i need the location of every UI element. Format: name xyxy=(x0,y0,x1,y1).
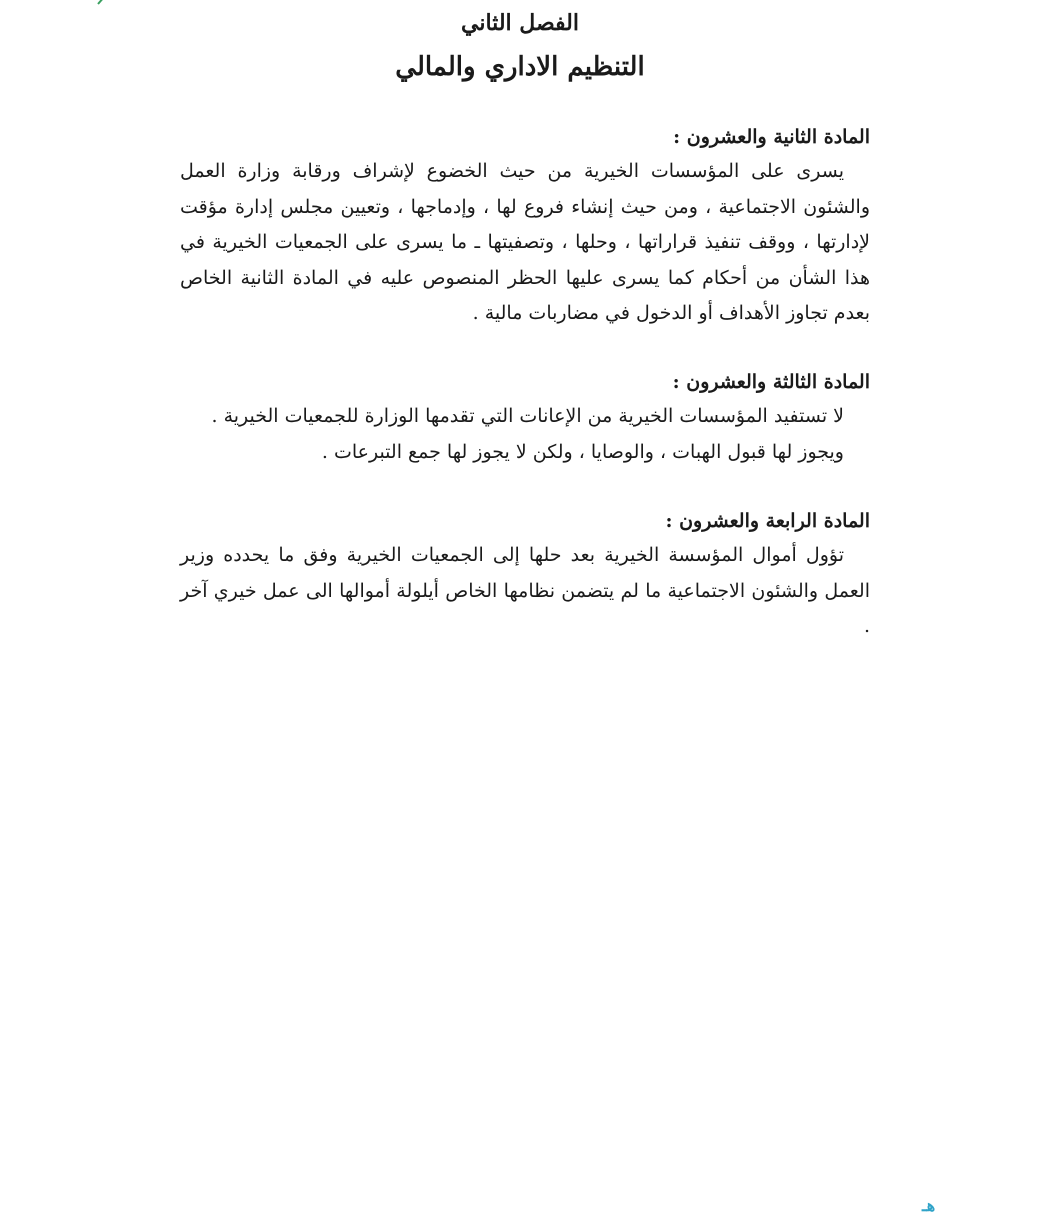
article-23 xyxy=(200,367,870,470)
article-24 xyxy=(180,506,870,645)
corner-tick-mark xyxy=(96,0,110,8)
section-title: التنظيم الاداري والمالي xyxy=(395,52,645,82)
article-heading: المادة الثانية والعشرون : xyxy=(673,126,870,148)
article-body xyxy=(200,399,870,470)
article-heading: المادة الرابعة والعشرون : xyxy=(665,510,870,532)
article-paragraph: يسرى على المؤسسات الخيرية من حيث الخضوع لإشراف ورقابة وزارة العمل والشئون الاجتماعية ، ومن حيث إنشاء فروع لها ، وإدماجها ، وتعيين مجلس إدارة مؤقت لإدارتها ، ووقف تنفيذ قراراتها ، وحلها ، وتصفيتها ـ ما يسرى على الجمعيات الخيرية في هذا الشأن من أحكام كما يسرى عليها الحظر المنصوص عليه في المادة الثانية الخاص بعدم تجاوز الأهداف أو الدخول في مضاربات مالية . xyxy=(180,160,870,324)
article-body xyxy=(180,538,870,645)
article-body xyxy=(180,154,870,332)
chapter-title: الفصل الثاني xyxy=(461,10,579,36)
page-marker: هـ xyxy=(922,1196,936,1215)
article-22 xyxy=(180,122,870,332)
article-paragraph: لا تستفيد المؤسسات الخيرية من الإعانات التي تقدمها الوزارة للجمعيات الخيرية . xyxy=(211,405,844,427)
article-paragraph: تؤول أموال المؤسسة الخيرية بعد حلها إلى الجمعيات الخيرية وفق ما يحدده وزير العمل والشئون الاجتماعية ما لم يتضمن نظامها الخاص أيلولة أموالها الى عمل خيري آخر . xyxy=(180,544,870,637)
article-heading: المادة الثالثة والعشرون : xyxy=(672,371,870,393)
article-paragraph: ويجوز لها قبول الهبات ، والوصايا ، ولكن لا يجوز لها جمع التبرعات . xyxy=(321,440,844,463)
